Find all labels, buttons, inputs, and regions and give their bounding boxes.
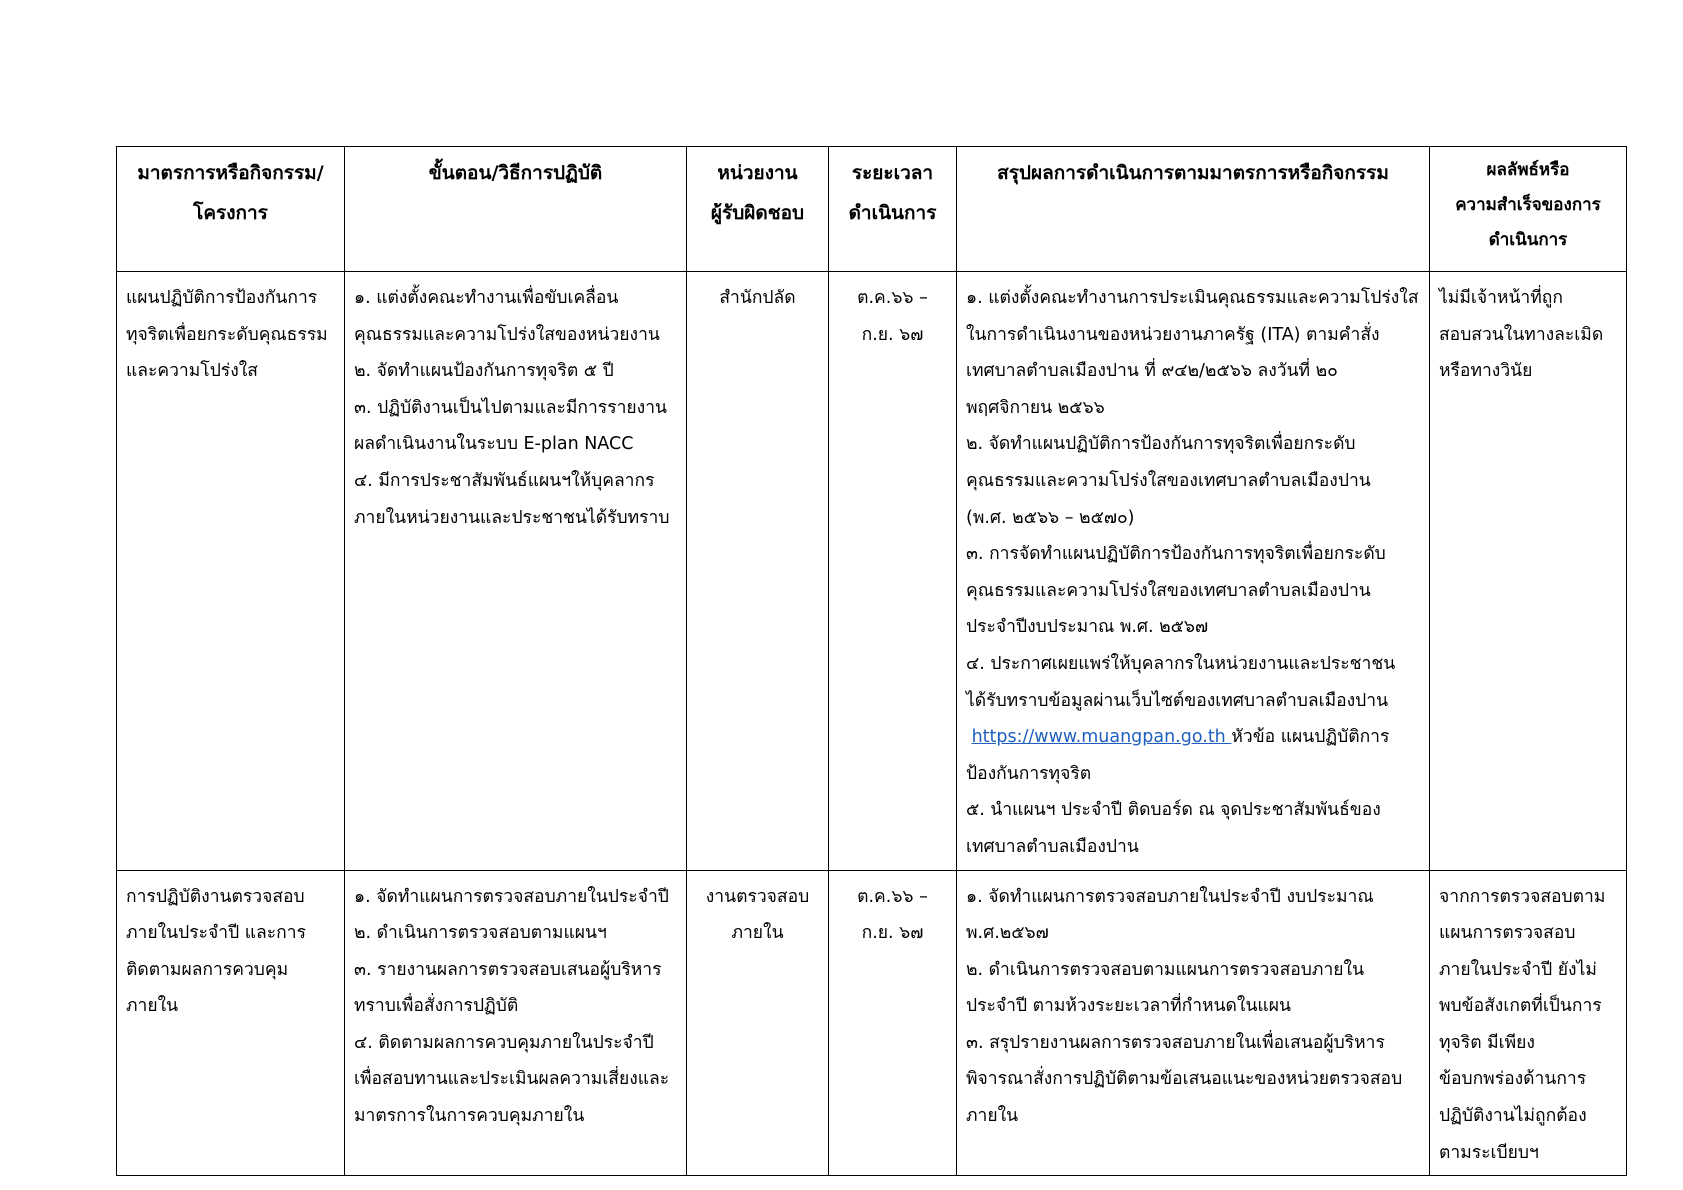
cell-period: ต.ค.๖๖ – ก.ย. ๖๗ — [829, 870, 957, 1176]
cell-steps: ๑. แต่งตั้งคณะทำงานเพื่อขับเคลื่อน คุณธรรมและความโปร่งใสของหน่วยงาน ๒. จัดทำแผนป้องกันการทุจริต ๕ ปี ๓. ปฏิบัติงานเป็นไปตามและมีการรายงาน ผลดำเนินงานในระบบ E-plan NACC ๔. มีการประชาสัมพันธ์แผนฯให้บุคลากร ภายในหน่วยงานและประชาชนได้รับทราบ — [345, 272, 687, 871]
table-header-row — [117, 147, 1627, 272]
cell-result: จากการตรวจสอบตาม แผนการตรวจสอบ ภายในประจำปี ยังไม่ พบข้อสังเกตที่เป็นการ ทุจริต มีเพียง ข้อบกพร่องด้านการ ปฏิบัติงานไม่ถูกต้อง ตามระเบียบฯ — [1430, 870, 1627, 1176]
header-steps: ขั้นตอน/วิธีการปฏิบัติ — [345, 147, 687, 272]
anti-corruption-report-table — [116, 146, 1627, 1176]
cell-summary: ๑. จัดทำแผนการตรวจสอบภายในประจำปี งบประมาณ พ.ศ.๒๕๖๗ ๒. ดำเนินการตรวจสอบตามแผนการตรวจสอบภายใน ประจำปี ตามห้วงระยะเวลาที่กำหนดในแผน ๓. สรุปรายงานผลการตรวจสอบภายในเพื่อเสนอผู้บริหาร พิจารณาสั่งการปฏิบัติตามข้อเสนอแนะของหน่วยตรวจสอบ ภายใน — [957, 870, 1430, 1176]
cell-measure: การปฏิบัติงานตรวจสอบ ภายในประจำปี และการ ติดตามผลการควบคุม ภายใน — [117, 870, 345, 1176]
header-unit: หน่วยงาน ผู้รับผิดชอบ — [687, 147, 829, 272]
header-result: ผลลัพธ์หรือ ความสำเร็จของการ ดำเนินการ — [1430, 147, 1627, 272]
cell-result: ไม่มีเจ้าหน้าที่ถูก สอบสวนในทางละเมิด หรือทางวินัย — [1430, 272, 1627, 871]
website-link[interactable]: https://www.muangpan.go.th — [971, 727, 1232, 748]
header-summary: สรุปผลการดำเนินการตามมาตรการหรือกิจกรรม — [957, 147, 1430, 272]
header-period: ระยะเวลา ดำเนินการ — [829, 147, 957, 272]
table-row — [117, 870, 1627, 1176]
cell-steps: ๑. จัดทำแผนการตรวจสอบภายในประจำปี ๒. ดำเนินการตรวจสอบตามแผนฯ ๓. รายงานผลการตรวจสอบเสนอผู้บริหาร ทราบเพื่อสั่งการปฏิบัติ ๔. ติดตามผลการควบคุมภายในประจำปี เพื่อสอบทานและประเมินผลความเสี่ยงและ มาตรการในการควบคุมภายใน — [345, 870, 687, 1176]
cell-summary: ๑. แต่งตั้งคณะทำงานการประเมินคุณธรรมและความโปร่งใส ในการดำเนินงานของหน่วยงานภาครัฐ (ITA) ตามคำสั่ง เทศบาลตำบลเมืองปาน ที่ ๙๔๒/๒๕๖๖ ลงวันที่ ๒๐ พฤศจิกายน ๒๕๖๖ ๒. จัดทำแผนปฏิบัติการป้องกันการทุจริตเพื่อยกระดับ คุณธรรมและความโปร่งใสของเทศบาลตำบลเมืองปาน (พ.ศ. ๒๕๖๖ – ๒๕๗๐) ๓. การจัดทำแผนปฏิบัติการป้องกันการทุจริตเพื่อยกระดับ คุณธรรมและความโปร่งใสของเทศบาลตำบลเมืองปาน ประจำปีงบประมาณ พ.ศ. ๒๕๖๗ ๔. ประกาศเผยแพร่ให้บุคลากรในหน่วยงานและประชาชน ได้รับทราบข้อมูลผ่านเว็บไซต์ของเทศบาลตำบลเมืองปาน https://www.muangpan.go.th หัวข้อ แผนปฏิบัติการ ป้องกันการทุจริต ๕. นำแผนฯ ประจำปี ติดบอร์ด ณ จุดประชาสัมพันธ์ของ เทศบาลตำบลเมืองปาน — [957, 272, 1430, 871]
cell-unit: สำนักปลัด — [687, 272, 829, 871]
header-measure: มาตรการหรือกิจกรรม/ โครงการ — [117, 147, 345, 272]
cell-measure: แผนปฏิบัติการป้องกันการ ทุจริตเพื่อยกระดับคุณธรรม และความโปร่งใส — [117, 272, 345, 871]
table-row — [117, 272, 1627, 871]
cell-unit: งานตรวจสอบ ภายใน — [687, 870, 829, 1176]
website-line: https://www.muangpan.go.th หัวข้อ แผนปฏิบัติการ — [971, 727, 1390, 748]
cell-period: ต.ค.๖๖ – ก.ย. ๖๗ — [829, 272, 957, 871]
